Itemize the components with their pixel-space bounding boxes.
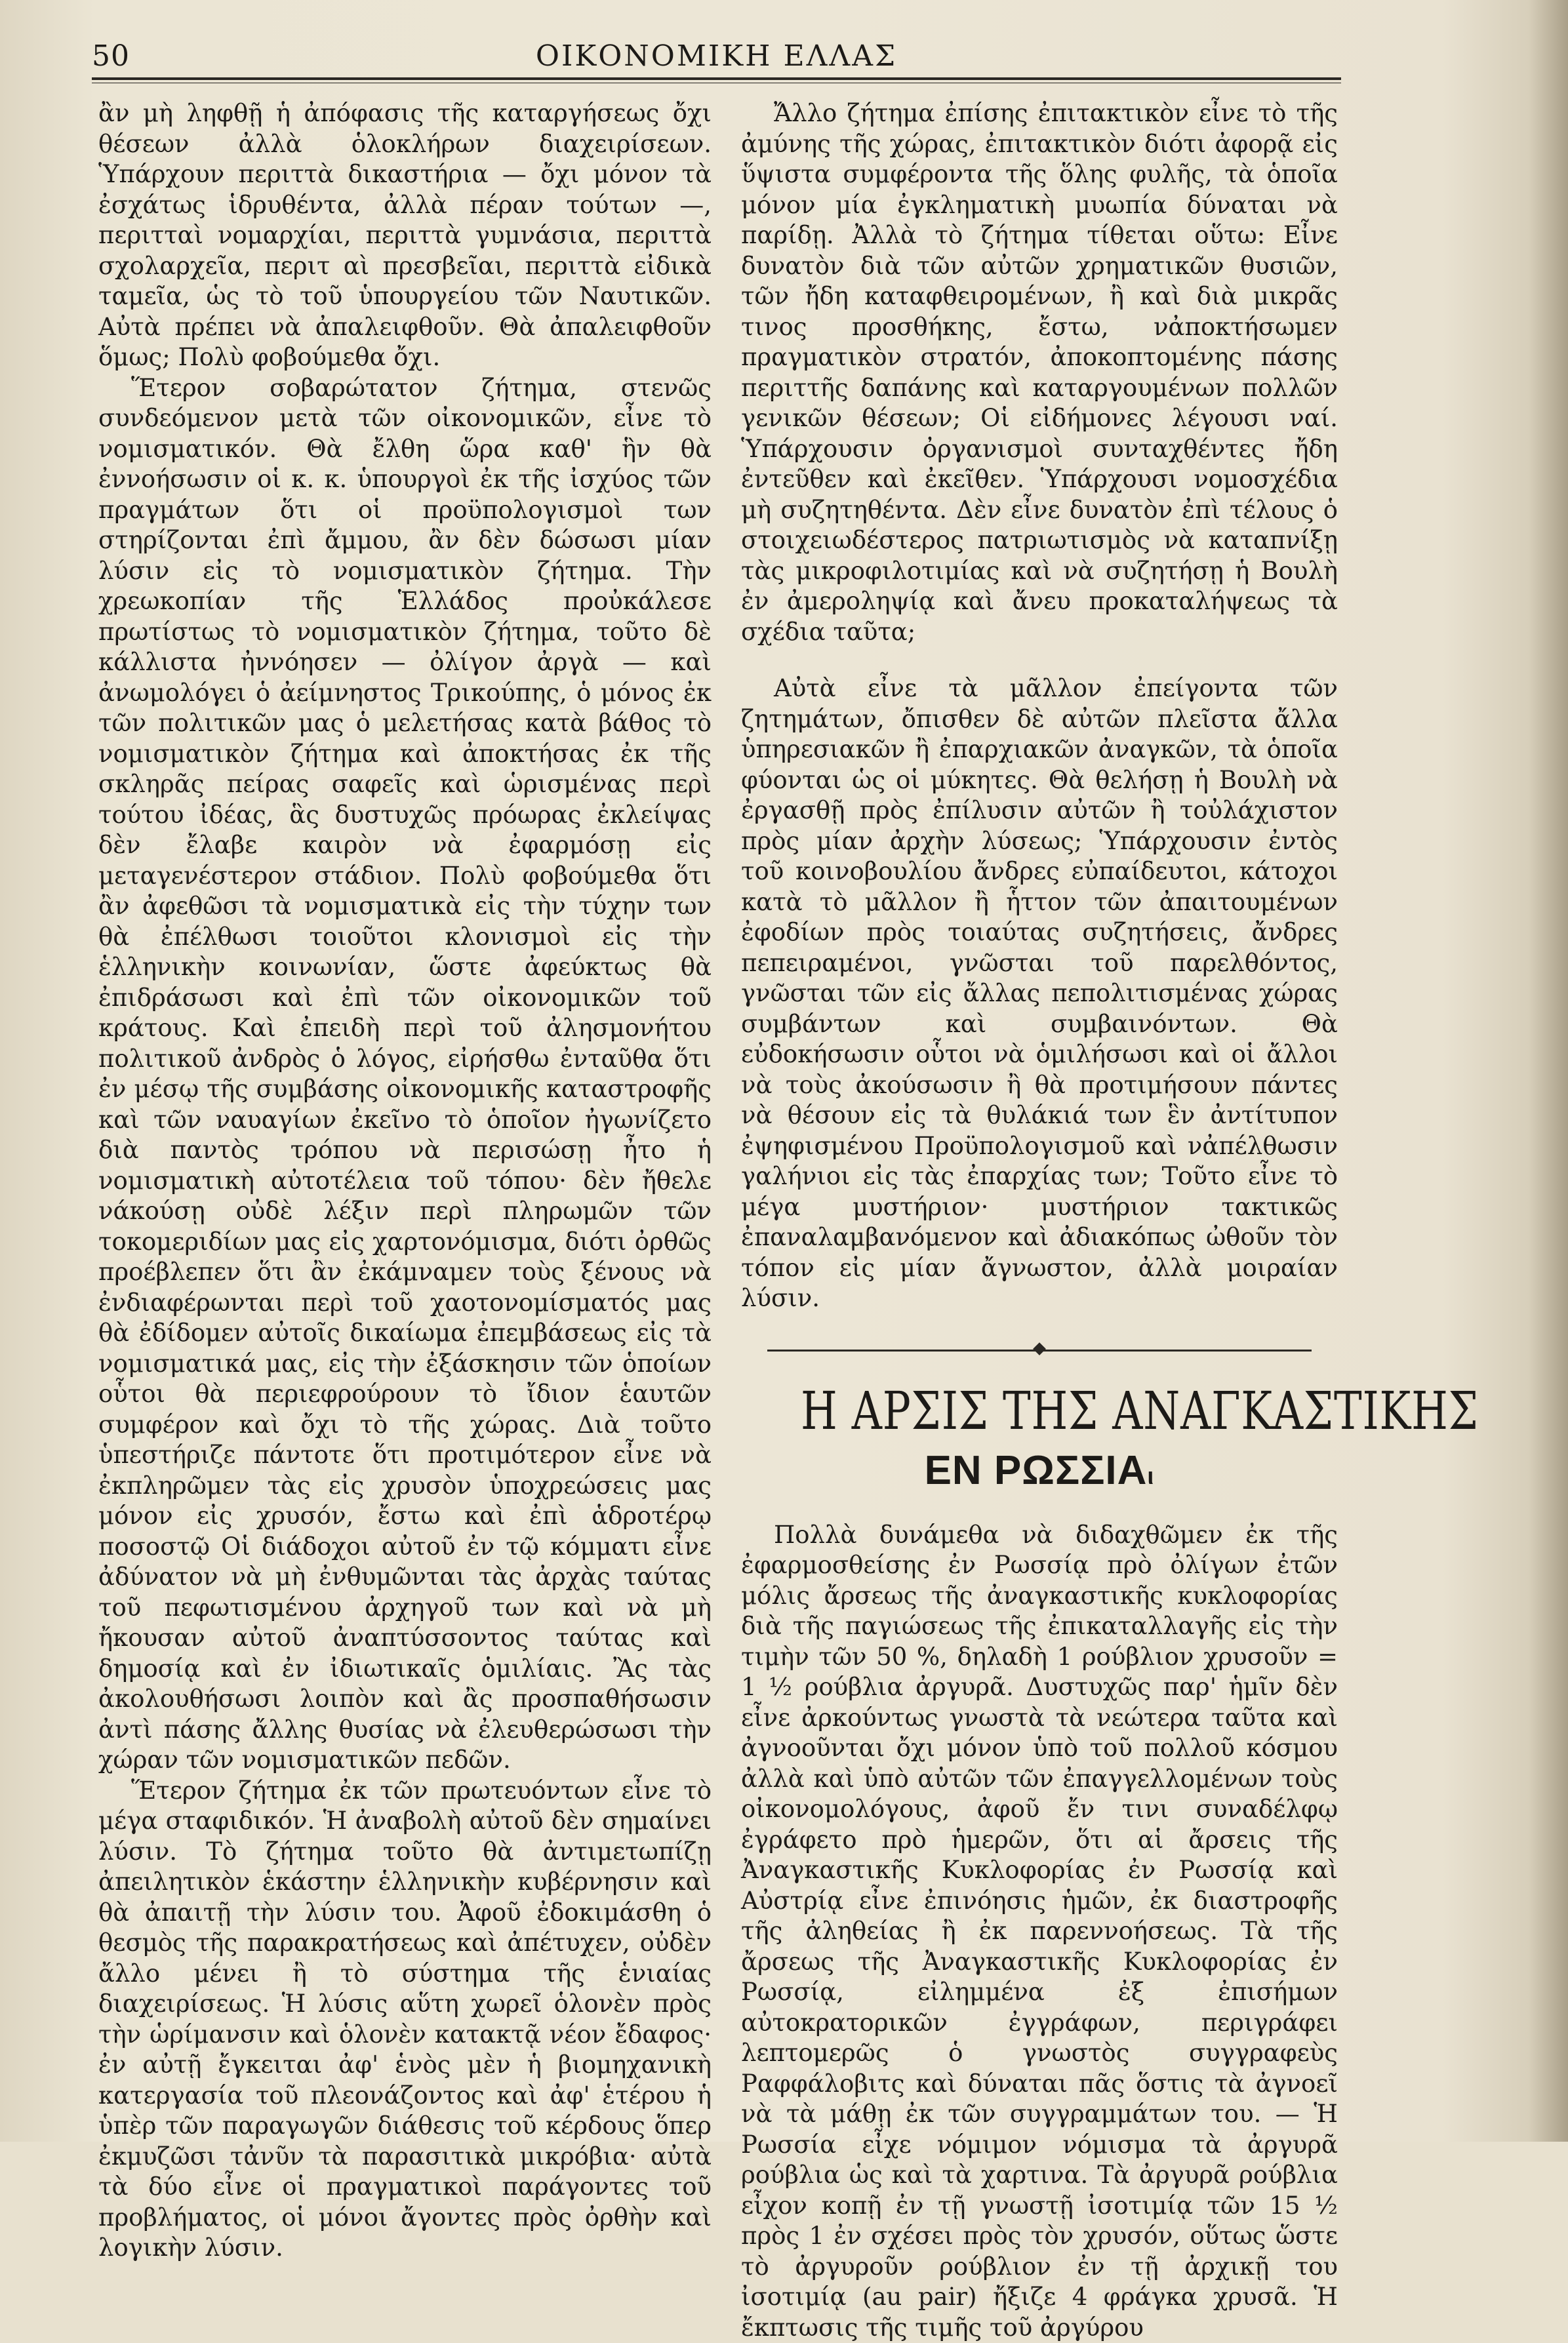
- paragraph: Ἄλλο ζήτημα ἐπίσης ἐπιτακτικὸν εἶνε τὸ τῆς ἀμύνης τῆς χώρας, ἐπιτακτικὸν διότι ἀφορᾷ εἰς ὕψιστα συμφέροντα τῆς ὅλης φυλῆς, τὰ ὁποῖα μόνον μία ἐγκληματικὴ μυωπία δύναται νὰ παρίδῃ. Ἀλλὰ τὸ ζήτημα τίθεται οὕτω: Εἶνε δυνατὸν διὰ τῶν αὐτῶν χρηματικῶν θυσιῶν, τῶν ἤδη καταφθειρομένων, ἢ καὶ διὰ μικρᾶς τινος προσθήκης, ἔστω, νἀποκτήσωμεν πραγματικὸν στρατόν, ἀποκοπτομένης πάσης περιττῆς δαπάνης καὶ καταργουμένων πολλῶν γενικῶν θέσεων; Οἱ εἰδήμονες λέγουσι ναί. Ὑπάρχουσιν ὀργανισμοὶ συνταχθέντες ἤδη ἐντεῦθεν καὶ ἐκεῖθεν. Ὑπάρχουσι νομοσχέδια μὴ συζητηθέντα. Δὲν εἶνε δυνατὸν ἐπὶ τέλους ὁ στοιχειωδέστερος πατριωτισμὸς νὰ καταπνίξῃ τὰς μικροφιλοτιμίας καὶ νὰ συζητήσῃ ἡ Βουλὴ ἐν ἀμεροληψίᾳ καὶ ἄνευ προκαταλήψεως τὰ σχέδια ταῦτα;: [741, 98, 1338, 647]
- page-edge-shadow: [1529, 0, 1568, 2142]
- footnote-mark: ι: [1147, 1462, 1154, 1489]
- diamond-ornament-icon: [1033, 1342, 1046, 1355]
- paragraph: Ἕτερον ζήτημα ἐκ τῶν πρωτευόντων εἶνε τὸ μέγα σταφιδικόν. Ἡ ἀναβολὴ αὐτοῦ δὲν σημαίνει λύσιν. Τὸ ζήτημα τοῦτο θὰ ἀντιμετωπίζῃ ἀπειλητικὸν ἑκάστην ἑλληνικὴν κυβέρνησιν καὶ θὰ ἀπαιτῇ τὴν λύσιν του. Ἀφοῦ ἐδοκιμάσθη ὁ θεσμὸς τῆς παρακρατήσεως καὶ ἀπέτυχεν, οὐδὲν ἄλλο μένει ἢ τὸ σύστημα τῆς ἑνιαίας διαχειρίσεως. Ἡ λύσις αὕτη χωρεῖ ὁλονὲν πρὸς τὴν ὡρίμανσιν καὶ ὁλονὲν κατακτᾷ νέον ἔδαφος· ἐν αὐτῇ ἔγκειται ἀφ' ἑνὸς μὲν ἡ βιομηχανικὴ κατεργασία τοῦ πλεονάζοντος καὶ ἀφ' ἑτέρου ἡ ὑπὲρ τῶν παραγωγῶν διάθεσις τοῦ κέρδους ὅπερ ἐκμυζῶσι τἀνῦν τὰ παρασιτικὰ μικρόβια· αὐτὰ τὰ δύο εἶνε οἱ πραγματικοὶ παράγοντες τοῦ προβλήματος, οἱ μόνοι ἄγοντες πρὸς ὀρθὴν καὶ λογικὴν λύσιν.: [98, 1776, 712, 2264]
- article-body: Πολλὰ δυνάμεθα νὰ διδαχθῶμεν ἐκ τῆς ἐφαρμοσθείσης ἐν Ρωσσίᾳ πρὸ ὀλίγων ἐτῶν μόλις ἄρσεως τῆς ἀναγκαστικῆς κυκλοφορίας διὰ τῆς παγιώσεως τῆς ἐπικαταλλαγῆς εἰς τὴν τιμὴν τῶν 50 %, δηλαδὴ 1 ρούβλιον χρυσοῦν = 1 ½ ρούβλια ἀργυρᾶ. Δυστυχῶς παρ' ἡμῖν δὲν εἶνε ἀρκούντως γνωστὰ τὰ νεώτερα ταῦτα καὶ ἀγνοοῦνται ὄχι μόνον ὑπὸ τοῦ πολλοῦ κόσμου ἀλλὰ καὶ ὑπὸ αὐτῶν τῶν ἐπαγγελλομένων τοὺς οἰκονομολόγους, ἀφοῦ ἔν τινι συναδέλφῳ ἐγράφετο πρὸ ἡμερῶν, ὅτι αἱ ἄρσεις τῆς Ἀναγκαστικῆς Κυκλοφορίας ἐν Ρωσσίᾳ καὶ Αὐστρίᾳ εἶνε ἐπινόησις ἡμῶν, ἐκ διαστροφῆς τῆς ἀληθείας ἢ ἐκ παρεννοήσεως. Τὰ τῆς ἄρσεως τῆς Ἀναγκαστικῆς Κυκλοφορίας ἐν Ρωσσίᾳ, εἰλημμένα ἐξ ἐπισήμων αὐτοκρατορικῶν ἐγγράφων, περιγράφει λεπτομερῶς ὁ γνωστὸς συγγραφεὺς Ραφφάλοβιτς καὶ δύναται πᾶς ὅστις τὰ ἀγνοεῖ νὰ τὰ μάθῃ ἐκ τῶν συγγραμμάτων του. — Ἡ Ρωσσία εἶχε νόμιμον νόμισμα τὰ ἀργυρᾶ ρούβλια ὡς καὶ τὰ χαρτινα. Τὰ ἀργυρᾶ ρούβλια εἶχον κοπῇ ἐν τῇ γνωστῇ ἰσοτιμίᾳ τῶν 15 ½ πρὸς 1 ἐν σχέσει πρὸς τὸν χρυσόν, οὕτως ὥστε τὸ ἀργυροῦν ρούβλιον ἐν τῇ ἀρχικῇ του ἰσοτιμίᾳ (au pair) ἤξιζε 4 φράγκα χρυσᾶ. Ἡ ἔκπτωσις τῆς τιμῆς τοῦ ἀργύρου: [741, 1520, 1338, 2343]
- section-divider: [767, 1340, 1312, 1360]
- running-title: ΟΙΚΟΝΟΜΙΚΗ ΕΛΛΑΣ: [92, 39, 1341, 73]
- paragraph: Ἕτερον σοβαρώτατον ζήτημα, στενῶς συνδεόμενον μετὰ τῶν οἰκονομικῶν, εἶνε τὸ νομισματικόν. Θὰ ἔλθη ὥρα καθ' ἣν θὰ ἐννοήσωσιν οἱ κ. κ. ὑπουργοὶ ἐκ τῆς ἰσχύος τῶν πραγμάτων ὅτι οἱ προϋπολογισμοὶ των στηρίζονται ἐπὶ ἄμμου, ἂν δὲν δώσωσι μίαν λύσιν εἰς τὸ νομισματικὸν ζήτημα. Τὴν χρεωκοπίαν τῆς Ἑλλάδος προὐκάλεσε πρωτίστως τὸ νομισματικὸν ζήτημα, τοῦτο δὲ κάλλιστα ἠννόησεν — ὀλίγον ἀργὰ — καὶ ἀνωμολόγει ὁ ἀείμνηστος Τρικούπης, ὁ μόνος ἐκ τῶν πολιτικῶν μας ὁ μελετήσας κατὰ βάθος τὸ νομισματικὸν ζήτημα καὶ ἀποκτήσας ἐκ τῆς σκληρᾶς πείρας σαφεῖς καὶ ὡρισμένας περὶ τούτου ἰδέας, ἃς δυστυχῶς πρόωρας ἐκλείψας δὲν ἔλαβε καιρὸν νὰ ἐφαρμόσῃ εἰς μεταγενέστερον στάδιον. Πολὺ φοβούμεθα ὅτι ἂν ἀφεθῶσι τὰ νομισματικὰ εἰς τὴν τύχην των θὰ ἐπέλθωσι τοιοῦτοι κλονισμοὶ εἰς τὴν ἑλληνικὴν κοινωνίαν, ὥστε ἀφεύκτως θὰ ἐπιδράσωσι καὶ ἐπὶ τῶν οἰκονομικῶν τοῦ κράτους. Καὶ ἐπειδὴ περὶ τοῦ ἀλησμονήτου πολιτικοῦ ἀνδρὸς ὁ λόγος, εἰρήσθω ἐνταῦθα ὅτι ἐν μέσῳ τῆς συμβάσης οἰκονομικῆς καταστροφῆς καὶ τῶν ναυαγίων ἐκεῖνο τὸ ὁποῖον ἠγωνίζετο διὰ παντὸς τρόπου νὰ περισώσῃ ἦτο ἡ νομισματικὴ αὐτοτέλεια τοῦ τόπου· δὲν ἤθελε νάκούσῃ οὐδὲ λέξιν περὶ πληρωμῶν τῶν τοκομεριδίων μας εἰς χαρτονόμισμα, διότι ὀρθῶς προέβλεπεν ὅτι ἂν ἐκάμναμεν τοὺς ξένους νὰ ἐνδιαφέρωνται περὶ τοῦ χαοτονομίσματός μας θὰ ἐδίδομεν αὐτοῖς δικαίωμα ἐπεμβάσεως εἰς τὰ νομισματικά μας, εἰς τὴν ἐξάσκησιν τῶν ὁποίων οὗτοι θὰ περιεφρούρουν τὸ ἴδιον ἑαυτῶν συμφέρον καὶ ὄχι τὸ τῆς χώρας. Διὰ τοῦτο ὑπεστήριζε πάντοτε ὅτι προτιμότερον εἶνε νὰ ἐκπληρῶμεν τὰς εἰς χρυσὸν ὑποχρεώσεις μας μόνον εἰς χρυσόν, ἔστω καὶ ἐπὶ ἁδροτέρῳ ποσοστῷ Οἱ διάδοχοι αὐτοῦ ἐν τῷ κόμματι εἶνε ἀδύνατον νὰ μὴ ἐνθυμῶνται τὰς ἀρχὰς ταύτας τοῦ πεφωτισμένου ἀρχηγοῦ των καὶ νὰ μὴ ἤκουσαν αὐτοῦ ἀναπτύσσοντος ταύτας καὶ δημοσίᾳ καὶ ἐν ἰδιωτικαῖς ὁμιλίαις. Ἂς τὰς ἀκολουθήσωσι λοιπὸν καὶ ἂς προσπαθήσωσιν ἀντὶ πάσης ἄλλης θυσίας νὰ ἐλευθερώσωσι τὴν χώραν τῶν νομισματικῶν πεδῶν.: [98, 373, 712, 1776]
- right-column: [741, 98, 1338, 2343]
- paragraph: ἂν μὴ ληφθῇ ἡ ἀπόφασις τῆς καταργήσεως ὄχι θέσεων ἀλλὰ ὁλοκλήρων διαχειρίσεων. Ὑπάρχουν περιττὰ δικαστήρια — ὄχι μόνον τὰ ἐσχάτως ἱδρυθέντα, ἀλλὰ πέραν τούτων —, περιτταὶ νομαρχίαι, περιττὰ γυμνάσια, περιττὰ σχολαρχεῖα, περιτ αὶ πρεσβεῖαι, περιττὰ εἰδικὰ ταμεῖα, ὡς τὸ τοῦ ὑπουργείου τῶν Ναυτικῶν. Αὐτὰ πρέπει νὰ ἀπαλειφθοῦν. Θὰ ἀπαλειφθοῦν ὅμως; Πολὺ φοβούμεθα ὄχι.: [98, 98, 712, 373]
- article-subtitle-text: ΕΝ ΡΩΣΣΙΑ: [925, 1448, 1148, 1493]
- article-title: Η ΑΡΣΙΣ ΤΗΣ ΑΝΑΓΚΑΣΤΙΚΗΣ: [801, 1380, 1278, 1443]
- page-number: 50: [92, 39, 130, 73]
- left-column: [98, 98, 712, 2264]
- paragraph: Αὐτὰ εἶνε τὰ μᾶλλον ἐπείγοντα τῶν ζητημάτων, ὄπισθεν δὲ αὐτῶν πλεῖστα ἄλλα ὑπηρεσιακῶν ἢ ἐπαρχιακῶν ἀναγκῶν, τὰ ὁποῖα φύονται ὡς οἱ μύκητες. Θὰ θελήσῃ ἡ Βουλὴ νὰ ἐργασθῇ πρὸς ἐπίλυσιν αὐτῶν ἢ τοὐλάχιστον πρὸς μίαν ἀρχὴν λύσεως; Ὑπάρχουσιν ἐντὸς τοῦ κοινοβουλίου ἄνδρες εὐπαίδευτοι, κάτοχοι κατὰ τὸ μᾶλλον ἢ ἧττον τῶν ἀπαιτουμένων ἐφοδίων πρὸς τοιαύτας συζητήσεις, ἄνδρες πεπειραμένοι, γνῶσται τοῦ παρελθόντος, γνῶσται τῶν εἰς ἄλλας πεπολιτισμένας χώρας συμβάντων καὶ συμβαινόντων. Θὰ εὐδοκήσωσιν οὗτοι νὰ ὁμιλήσωσι καὶ οἱ ἄλλοι νὰ τοὺς ἀκούσωσιν ἢ θὰ προτιμήσουν πάντες νὰ θέσουν εἰς τὰ θυλάκιά των ἓν ἀντίτυπον ἐψηφισμένου Προϋπολογισμοῦ καὶ νἀπέλθωσιν γαλήνιοι εἰς τὰς ἐπαρχίας των; Τοῦτο εἶνε τὸ μέγα μυστήριον· μυστήριον τακτικῶς ἐπαναλαμβανόμενον καὶ ἀδιακόπως ὠθοῦν τὸν τόπον εἰς μίαν ἄγνωστον, ἀλλὰ μοιραίαν λύσιν.: [741, 673, 1338, 1314]
- page-header: [92, 31, 1341, 84]
- header-rule: [92, 77, 1341, 83]
- article-subtitle: [741, 1447, 1338, 1500]
